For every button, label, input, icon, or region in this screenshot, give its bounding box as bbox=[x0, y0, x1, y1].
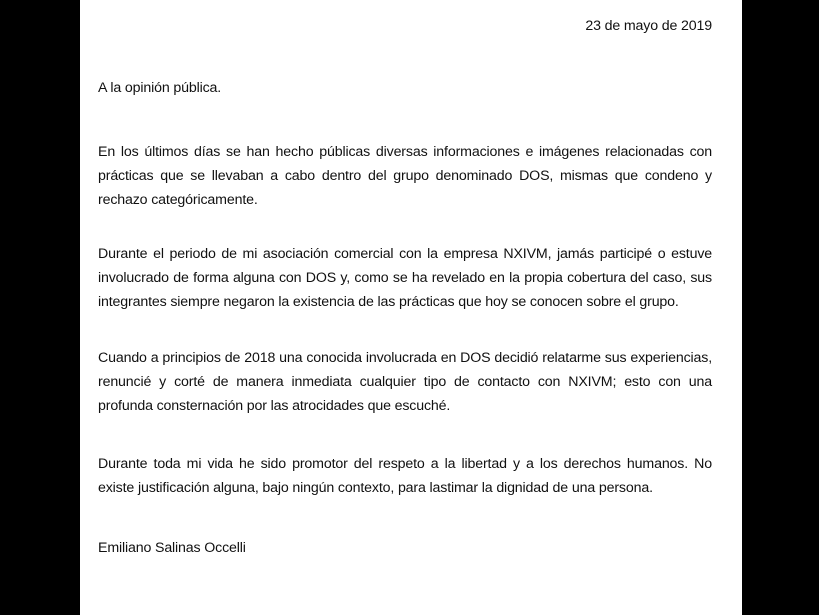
letter-date: 23 de mayo de 2019 bbox=[585, 18, 712, 34]
letter-signature: Emiliano Salinas Occelli bbox=[98, 540, 246, 556]
letter-paragraph-2: Durante el periodo de mi asociación comercial con la empresa NXIVM, jamás participé o estuve involucrado de forma alguna con DOS y, como se ha revelado en la propia cobertura del caso, sus integrantes siempre negaron la existencia de las prácticas que hoy se conocen sobre el grupo. bbox=[98, 246, 712, 310]
letter-paragraph-3: Cuando a principios de 2018 una conocida involucrada en DOS decidió relatarme sus experiencias, renuncié y corté de manera inmediata cualquier tipo de contacto con NXIVM; esto con una profunda consternación por las atrocidades que escuché. bbox=[98, 350, 712, 414]
letter-salutation: A la opinión pública. bbox=[98, 80, 222, 96]
letter-page bbox=[80, 0, 742, 615]
letter-paragraph-1: En los últimos días se han hecho públicas diversas informaciones e imágenes relacionadas con prácticas que se llevaban a cabo dentro del grupo denominado DOS, mismas que condeno y rechazo categóricamente. bbox=[98, 144, 712, 208]
letter-paragraph-4: Durante toda mi vida he sido promotor del respeto a la libertad y a los derechos humanos. No existe justificación alguna, bajo ningún contexto, para lastimar la dignidad de una persona. bbox=[98, 456, 712, 496]
